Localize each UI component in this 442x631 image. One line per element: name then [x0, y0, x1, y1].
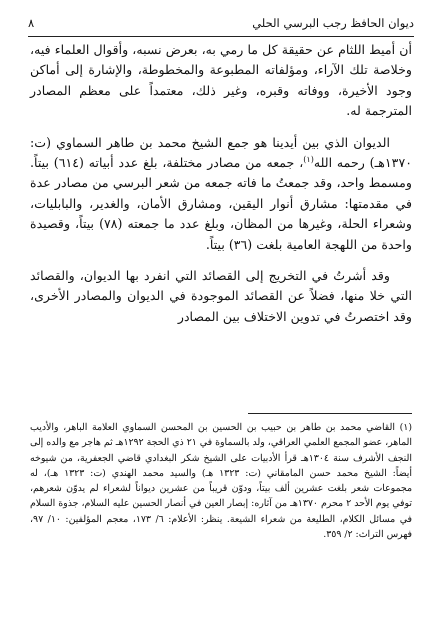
- paragraph-2-part-2: ، جمعه من مصادر مختلفة، بلغ عدد أبياته (٦١٤) بيتاً. ومسمط واحد، وقد جمعتُ ما فاته جمعه من شعر البرسي من مصادر عدة في مقدمتها: مشارق أنوار اليقين، ومشارق الأمان، والغدير، والبابليات، وشعراء الحلة، وغيرها من المظان، وبلغ عدد ما جمعته (٧٨) بيتاً، وقصيدة واحدة من اللهجة العامية بلغت (٣٦) بيتاً.: [30, 155, 412, 252]
- footnote-text: (١) القاضي محمد بن طاهر بن حبيب بن الحسين بن المحسن السماوي العلامة الباهر، والأديب الماهر، عضو المجمع العلمي العراقي، ولد بالسماوة في ٢١ ذي الحجة ١٢٩٢هـ ثم هاجر مع والده إلى النجف الأشرف سنة ١٣٠٤هـ قرأ الأدبيات على الشيخ شكر البغدادي قاضي الجعفرية، من شيوخه أيضاً: الشيخ محمد حسن المامقاني (ت: ١٣٢٣ هـ) والسيد محمد الهندي (ت: ١٣٢٣ هـ)، له مجموعات شعر بلغت عشرين ألف بيتاً، ودوّن قريباً من عشرين ديواناً لشعراء لم يدوّن شعرهم، توفي يوم الأحد ٢ محرم ١٣٧٠هـ من آثاره: إبصار العين في أنصار الحسين عليه السلام، جذوة السلام في مسائل الكلام، الطليعة من شعراء الشيعة. ينظر: الأعلام: ٦/ ١٧٣، معجم المؤلفين: ١٠/ ٩٧، فهرس التراث: ٢/ ٣٥٩.: [30, 422, 413, 541]
- footnote: [30, 420, 412, 542]
- footnote-divider: [248, 413, 412, 414]
- paragraph-2-part-1: الديوان الذي بين أيدينا هو جمع الشيخ محمد بن طاهر السماوي (ت: ١٣٧٠هـ) رحمه الله: [30, 134, 412, 171]
- main-text: [30, 40, 412, 327]
- page-number: ٨: [28, 16, 35, 30]
- header-divider: [28, 36, 414, 37]
- footnote-reference: (١): [303, 154, 314, 164]
- running-title: ديوان الحافظ رجب البرسي الحلي: [252, 16, 414, 30]
- paragraph-2: [30, 133, 412, 255]
- paragraph-3: وقد أشرتُ في التخريج إلى القصائد التي انفرد بها الديوان، والقصائد التي خلا منها، فضلاً عن القصائد الموجودة في الديوان والمصادر الأخرى، وقد اختصرتُ في تدوين الاختلاف بين المصادر: [30, 268, 412, 324]
- page-header: [28, 12, 414, 34]
- paragraph-1: أن أميط اللثام عن حقيقة كل ما رمي به، بعرض نسبه، وأقوال العلماء فيه، وخلاصة تلك الآراء، ومؤلفاته المطبوعة والمخطوطة، والإشارة إلى أماكن وجود الأخيرة، ووفاته وقبره، وغير ذلك، معتمداً على معظم المصادر المترجمة له.: [30, 42, 412, 119]
